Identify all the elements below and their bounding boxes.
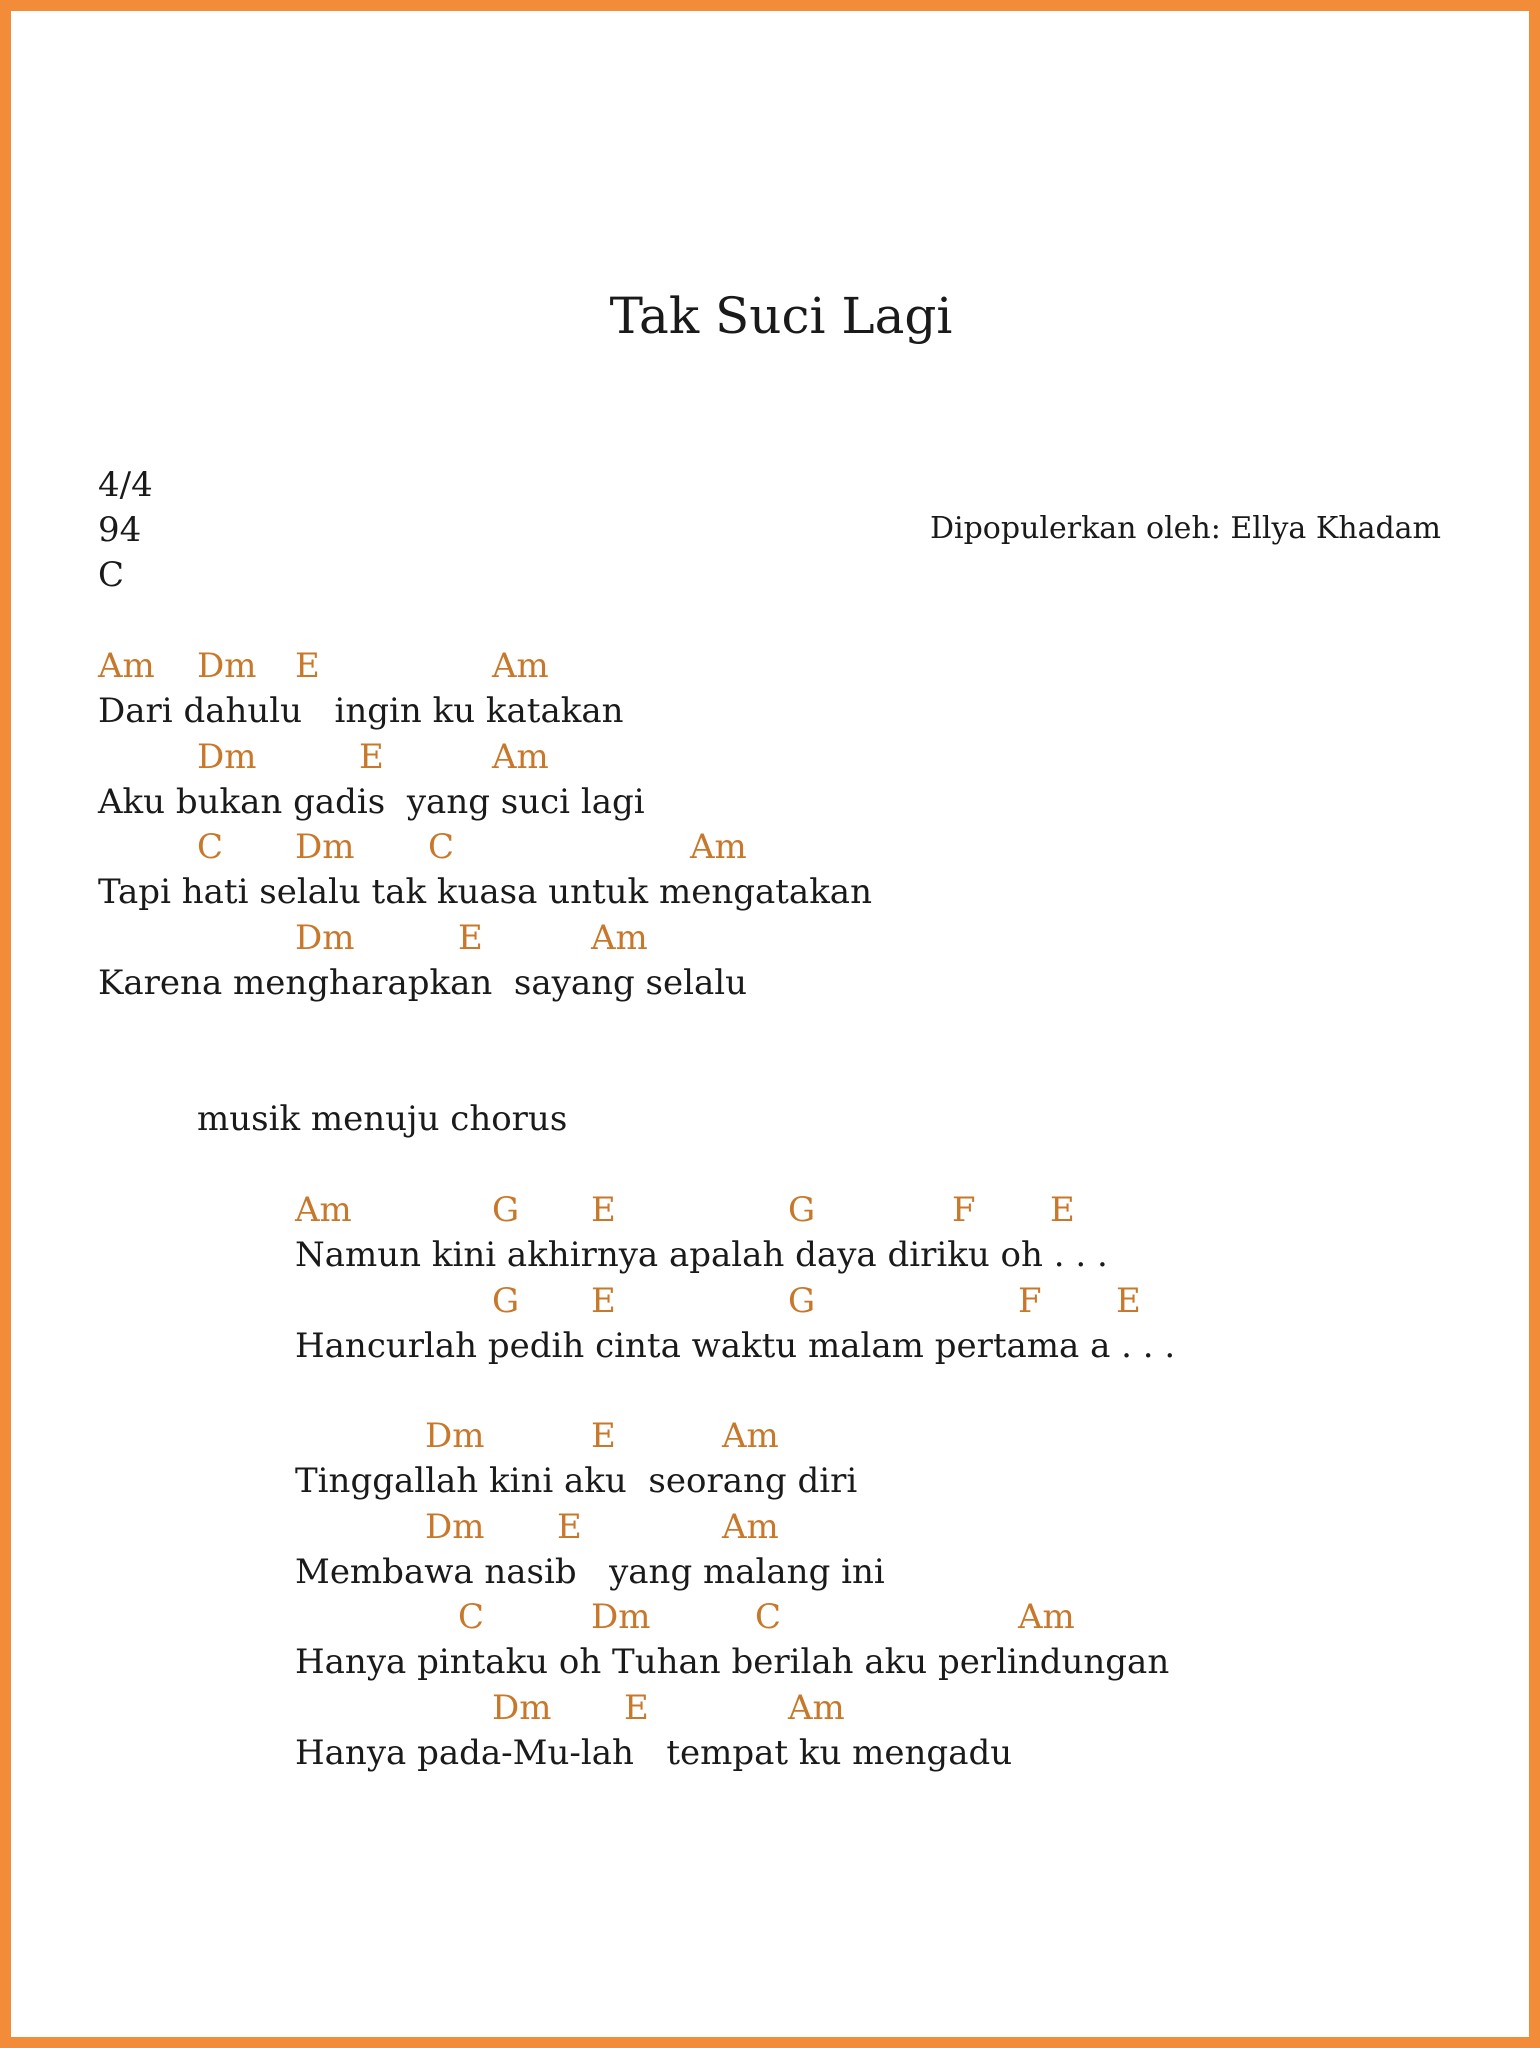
chord: Am bbox=[1018, 1597, 1075, 1637]
chord: G bbox=[788, 1281, 816, 1321]
tempo: 94 bbox=[98, 510, 142, 550]
chord: Am bbox=[295, 1190, 352, 1230]
chord: E bbox=[591, 1281, 616, 1321]
chord: E bbox=[359, 737, 384, 777]
chord: Dm bbox=[197, 646, 257, 686]
chord: Am bbox=[788, 1688, 845, 1728]
credit-line: Dipopulerkan oleh: Ellya Khadam bbox=[929, 511, 1441, 546]
key: C bbox=[98, 555, 125, 595]
chord: E bbox=[1050, 1190, 1075, 1230]
chord: Am bbox=[492, 646, 549, 686]
chord: E bbox=[557, 1507, 582, 1547]
lyric-line: Tapi hati selalu tak kuasa untuk mengatakan bbox=[98, 872, 872, 912]
chord: E bbox=[295, 646, 320, 686]
chord: Am bbox=[98, 646, 155, 686]
lyric-line: Karena mengharapkan sayang selalu bbox=[98, 963, 748, 1003]
chord: C bbox=[755, 1597, 782, 1637]
interlude-note: musik menuju chorus bbox=[197, 1099, 568, 1139]
chord: G bbox=[492, 1190, 520, 1230]
chord: Dm bbox=[492, 1688, 552, 1728]
lyric-line: Namun kini akhirnya apalah daya diriku oh . . . bbox=[295, 1235, 1108, 1275]
chord: Dm bbox=[197, 737, 257, 777]
chord: Am bbox=[722, 1416, 779, 1456]
chord: F bbox=[952, 1190, 976, 1230]
chord: Dm bbox=[425, 1416, 485, 1456]
chord: G bbox=[492, 1281, 520, 1321]
lyric-line: Hancurlah pedih cinta waktu malam pertama a . . . bbox=[295, 1326, 1176, 1366]
chord: C bbox=[458, 1597, 485, 1637]
chord: Am bbox=[722, 1507, 779, 1547]
chord: C bbox=[197, 827, 224, 867]
time-signature: 4/4 bbox=[98, 465, 153, 505]
lyric-line: Hanya pintaku oh Tuhan berilah aku perlindungan bbox=[295, 1642, 1170, 1682]
chord: Dm bbox=[295, 827, 355, 867]
lyric-line: Aku bukan gadis yang suci lagi bbox=[98, 782, 645, 822]
lyric-line: Hanya pada-Mu-lah tempat ku mengadu bbox=[295, 1733, 1013, 1773]
chord: Am bbox=[492, 737, 549, 777]
lyric-line: Tinggallah kini aku seorang diri bbox=[295, 1461, 858, 1501]
chord: Am bbox=[690, 827, 747, 867]
chord: F bbox=[1018, 1281, 1042, 1321]
chord: E bbox=[591, 1190, 616, 1230]
chord: G bbox=[788, 1190, 816, 1230]
chord: Am bbox=[591, 918, 648, 958]
chord: E bbox=[458, 918, 483, 958]
chord: Dm bbox=[295, 918, 355, 958]
chord: Dm bbox=[425, 1507, 485, 1547]
chord: E bbox=[591, 1416, 616, 1456]
chord: C bbox=[428, 827, 455, 867]
lyric-line: Dari dahulu ingin ku katakan bbox=[98, 691, 624, 731]
lyric-line: Membawa nasib yang malang ini bbox=[295, 1552, 885, 1592]
chord: E bbox=[1116, 1281, 1141, 1321]
chord: Dm bbox=[591, 1597, 651, 1637]
chord: E bbox=[624, 1688, 649, 1728]
song-title: Tak Suci Lagi bbox=[609, 287, 953, 345]
